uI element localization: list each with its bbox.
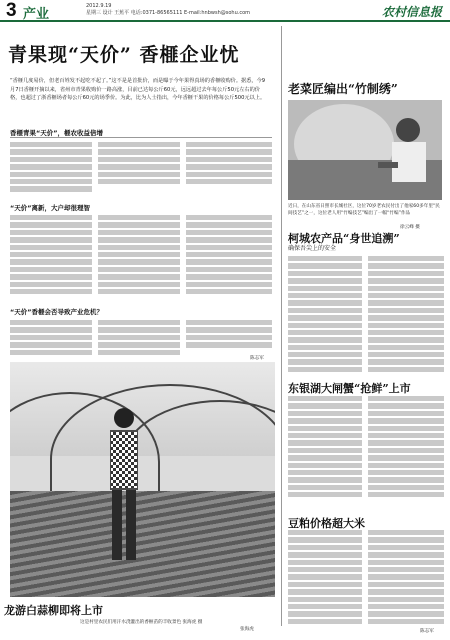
page-header — [0, 0, 450, 22]
photo-caption: 这是村里农民们用汗水浇灌出的香榧苗的丰收景色 张海虎 摄 — [80, 620, 203, 625]
subhead-2: “天价”离新，大户却很理智 — [10, 204, 91, 212]
article-column — [10, 142, 92, 197]
article-column — [98, 320, 180, 360]
right-subtitle-2: 确保吾尖上的安全 — [288, 245, 337, 252]
article-column — [98, 142, 180, 190]
masthead-logo: 农村信息报 — [381, 5, 442, 19]
header-meta — [86, 3, 316, 17]
lede-paragraph: “香榧几度易价，但老百姓发不起吃不起了。”这不是是首批价，而是曝于今年果得真场的香榧收购价。据悉，今9月7日香榧开摘以来，省州市青果收购价一路高涨，目前已达每公斤60元，远远超过去年每公斤50元左右的价格，也超过了浙香榧场者每公斤60元的场季价。为此，比为人士指出，今年香榧干果的价格每公斤500元以上。 — [10, 78, 266, 101]
right-title-4: 豆粕价格超大米 — [288, 517, 365, 530]
article-column — [186, 320, 272, 360]
right-title-2: 柯城农产品“身世追溯” — [288, 232, 400, 245]
byline: 陈志军 — [250, 356, 264, 361]
main-headline: 青果现“天价” 香榧企业忧 — [8, 44, 240, 66]
article-column — [10, 320, 92, 360]
right-byline: 陈志军 — [420, 629, 434, 634]
craftsman-figure — [288, 100, 442, 200]
right-title-1: 老菜匠编出“竹制绣” — [288, 82, 398, 96]
right-photo-credit: 徐云峰 摄 — [400, 225, 420, 230]
right-photo-caption: 近日，在山东省日照市长城社区，这位70岁老农民付出了他家60多年里“民间技艺”之一，这位老人用“竹编技艺”编出了一幅“竹编”作品 — [288, 204, 440, 216]
photo-title: 龙游白蒜柳即将上市 — [4, 604, 103, 617]
article-column — [368, 256, 444, 376]
greenhouse-photo — [10, 362, 275, 597]
farmer-figure — [98, 402, 150, 572]
page-number: 3 — [6, 0, 17, 21]
article-column — [288, 256, 362, 376]
article-column — [98, 215, 180, 303]
article-column — [288, 530, 362, 630]
column-divider — [281, 26, 282, 626]
section-title: 产业 — [23, 7, 50, 22]
article-column — [186, 142, 272, 190]
subhead-3: “天价”香榧会否导致产业危机？ — [10, 308, 104, 316]
header-date: 2012.9.19 — [86, 3, 112, 9]
article-column — [10, 215, 92, 303]
right-title-3: 东银湖大闸蟹“抢鲜”上市 — [288, 382, 411, 395]
article-column — [368, 396, 444, 506]
article-column — [368, 530, 444, 630]
rule — [10, 137, 272, 138]
article-column — [186, 215, 272, 303]
subhead-1: 香榧青果“天价”，榧农收益倍增 — [10, 129, 104, 137]
photo-credit: 张海虎 — [240, 627, 254, 632]
craftsman-photo — [288, 100, 442, 200]
article-column — [288, 396, 362, 506]
header-contact: 星期三 设计 王蕉平 电话:0371-86565111 E-mail:hnbwsh@sohu.com — [86, 10, 251, 16]
